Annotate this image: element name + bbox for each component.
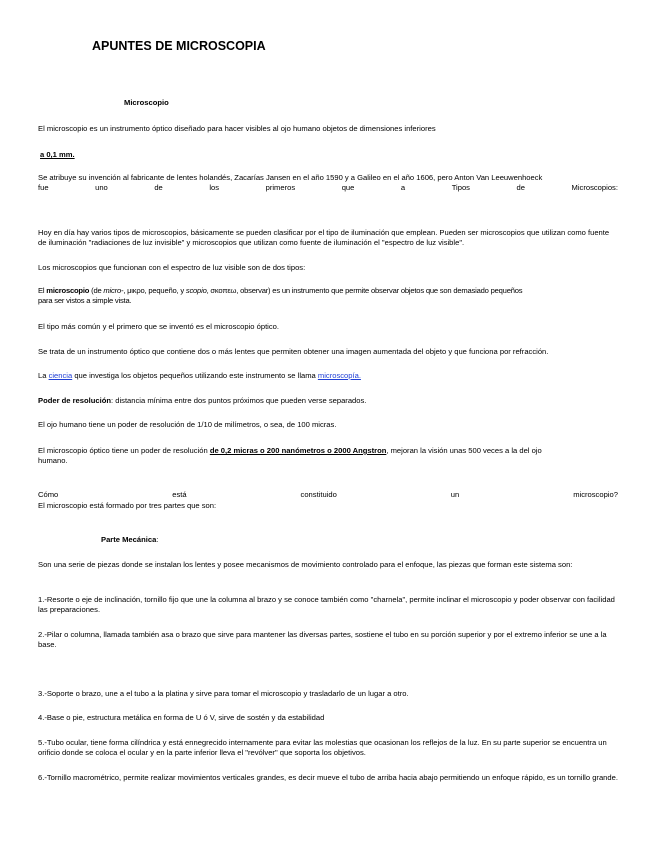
history-word: de [154,183,163,192]
optical-paragraph: Se trata de un instrumento óptico que contiene dos o más lentes que permiten obtener una imagen aumentada del objeto y que funciona por refracción. [38,347,549,356]
section-heading: Microscopio [124,98,169,107]
page-title: APUNTES DE MICROSCOPIA [92,39,266,53]
how-word: un [450,490,460,499]
history-word: que [341,183,355,192]
microscopia-link[interactable]: microscopía. [317,371,361,380]
list-item: 3.-Soporte o brazo, une a el tubo a la platina y sirve para tomar el microscopio y trasladarlo de un lugar a otro. [38,689,409,698]
list-item: 2.-Pilar o columna, llamada también asa o brazo que sirve para mantener las diversas partes, sostiene el tubo en su porción superior y por el extremo inferior se une a la base. [38,630,607,649]
eye-paragraph: El ojo humano tiene un poder de resolución de 1/10 de milímetros, o sea, de 100 micras. [38,420,337,429]
visible-light-paragraph: Los microscopios que funcionan con el espectro de luz visible son de dos tipos: [38,263,306,272]
definition-paragraph: El microscopio (de micro-, μικρο, pequeño, y scopio, σκοπεω, observar) es un instrumento que permite observar objetos que son demasiado pequeños para ser vistos a simple vista. [38,286,523,305]
ciencia-link[interactable]: ciencia [48,371,73,380]
mechanical-heading: Parte Mecánica: [101,535,159,544]
common-type-paragraph: El tipo más común y el primero que se inventó es el microscopio óptico. [38,322,280,331]
intro-paragraph: El microscopio es un instrumento óptico diseñado para hacer visibles al ojo humano objetos de dimensiones inferiores [38,124,436,133]
history-word: Tipos [451,183,470,192]
history-word: fue [38,183,49,192]
how-word: constituido [300,490,337,499]
resolution-term: Poder de resolución [38,396,112,405]
optical-resolution-paragraph: El microscopio óptico tiene un poder de resolución de 0,2 micras o 200 nanómetros o 2000 Angstron, mejoran la visión unas 500 veces a la del ojo humano. [38,446,542,465]
list-item: 5.-Tubo ocular, tiene forma cilíndrica y está ennegrecido internamente para evitar las molestias que ocasionan los reflejos de la luz. En su parte superior se encuentra un orificio donde se coloca el ocular y en la parte inferior lleva el "revólver" que soporta los objetivos. [38,738,607,757]
history-word: Microscopios: [571,183,618,192]
history-word: de [516,183,525,192]
intro-value: a 0,1 mm. [40,150,75,159]
mechanical-paragraph: Son una serie de piezas donde se instalan los lentes y posee mecanismos de movimiento controlado para el enfoque, las piezas que forman este sistema son: [38,560,573,569]
history-paragraph: Se atribuye su invención al fabricante de lentes holandés, Zacarías Jansen en el año 1590 y a Galileo en el año 1606, pero Anton Van Leeuwenhoeck [38,173,543,182]
types-paragraph: Hoy en día hay varios tipos de microscopios, básicamente se pueden clasificar por el tipo de iluminación que emplean. Pueden ser microscopios que utilizan como fuente de iluminación "radiaciones de luz invisible" y microscopios que utilizan como fuente de iluminación el "espectro de luz visible". [38,228,610,247]
how-word: está [172,490,187,499]
parts-paragraph: El microscopio está formado por tres partes que son: [38,501,217,510]
term-microscopio: microscopio [46,286,90,295]
science-paragraph: La ciencia que investiga los objetos pequeños utilizando este instrumento se llama microscopía. [38,371,361,380]
resolution-values: de 0,2 micras o 200 nanómetros o 2000 Angstron [209,446,387,455]
history-word: los [209,183,220,192]
history-word: uno [95,183,108,192]
list-item: 1.-Resorte o eje de inclinación, tornillo fijo que une la columna al brazo y se conoce también como "charnela", permite inclinar el microscopio y poder observar con facilidad las preparaciones. [38,595,615,614]
list-item: 6.-Tornillo macrométrico, permite realizar movimientos verticales grandes, es decir mueve el tubo de arriba hacia abajo permitiendo un enfoque rápido, es un tornillo grande. [38,773,618,782]
resolution-paragraph: Poder de resolución: distancia mínima entre dos puntos próximos que pueden verse separados. [38,396,367,405]
history-word: primeros [265,183,296,192]
how-word: Cómo [38,490,59,499]
how-question [38,490,618,500]
history-word: a [400,183,406,192]
history-line-2 [38,183,618,193]
list-item: 4.-Base o pie, estructura metálica en forma de U ó V, sirve de sostén y da estabilidad [38,713,325,722]
how-word: microscopio? [573,490,618,499]
